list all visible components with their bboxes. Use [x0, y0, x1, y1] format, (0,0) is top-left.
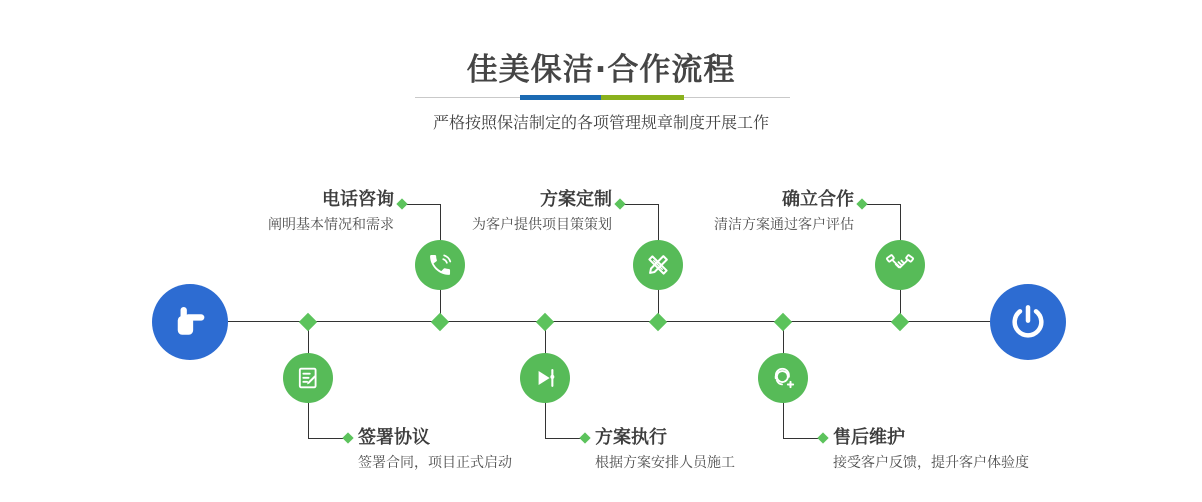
timeline-node-diamond — [649, 313, 667, 331]
document-pen-icon — [294, 364, 322, 392]
pencil-ruler-icon — [644, 251, 672, 279]
connector-line — [862, 204, 900, 205]
timeline-node-diamond — [774, 313, 792, 331]
step-title: 签署协议 — [358, 427, 430, 448]
step-title: 方案执行 — [595, 427, 667, 448]
step-title: 确立合作 — [782, 189, 854, 210]
label-diamond — [342, 432, 353, 443]
timeline-node-diamond — [299, 313, 317, 331]
step-desc: 为客户提供项目策策划 — [472, 217, 612, 233]
step-desc: 清洁方案通过客户评估 — [714, 217, 854, 233]
timeline-node-diamond — [431, 313, 449, 331]
page-title: 佳美保洁·合作流程 — [466, 52, 736, 88]
step-node-plan — [633, 240, 683, 290]
timeline-node-diamond — [536, 313, 554, 331]
phone-icon — [426, 251, 454, 279]
step-node-contract — [283, 353, 333, 403]
label-diamond — [856, 198, 867, 209]
step-title: 方案定制 — [540, 189, 612, 210]
timeline-node-diamond — [891, 313, 909, 331]
step-title: 售后维护 — [833, 427, 905, 448]
headset-plus-icon — [768, 363, 798, 393]
end-node — [990, 284, 1066, 360]
step-label-aftersales — [833, 427, 1113, 472]
power-icon — [1008, 302, 1048, 342]
step-desc: 签署合同，项目正式启动 — [358, 455, 512, 471]
step-desc: 阐明基本情况和需求 — [268, 217, 394, 233]
step-node-aftersales — [758, 353, 808, 403]
step-node-cooperation — [875, 240, 925, 290]
step-label-plan — [372, 189, 612, 234]
step-desc: 接受客户反馈，提升客户体验度 — [833, 455, 1029, 471]
handshake-icon — [885, 250, 915, 280]
step-node-execution — [520, 353, 570, 403]
step-title: 电话咨询 — [322, 189, 394, 210]
step-node-phone — [415, 240, 465, 290]
timeline — [228, 321, 990, 322]
step-label-phone — [154, 189, 394, 234]
page-subtitle: 严格按照保洁制定的各项管理规章制度开展工作 — [432, 113, 769, 132]
step-label-cooperation — [614, 189, 854, 234]
step-desc: 根据方案安排人员施工 — [595, 455, 735, 471]
start-node — [152, 284, 228, 360]
play-slider-icon — [531, 364, 559, 392]
hand-pointer-icon — [169, 301, 211, 343]
